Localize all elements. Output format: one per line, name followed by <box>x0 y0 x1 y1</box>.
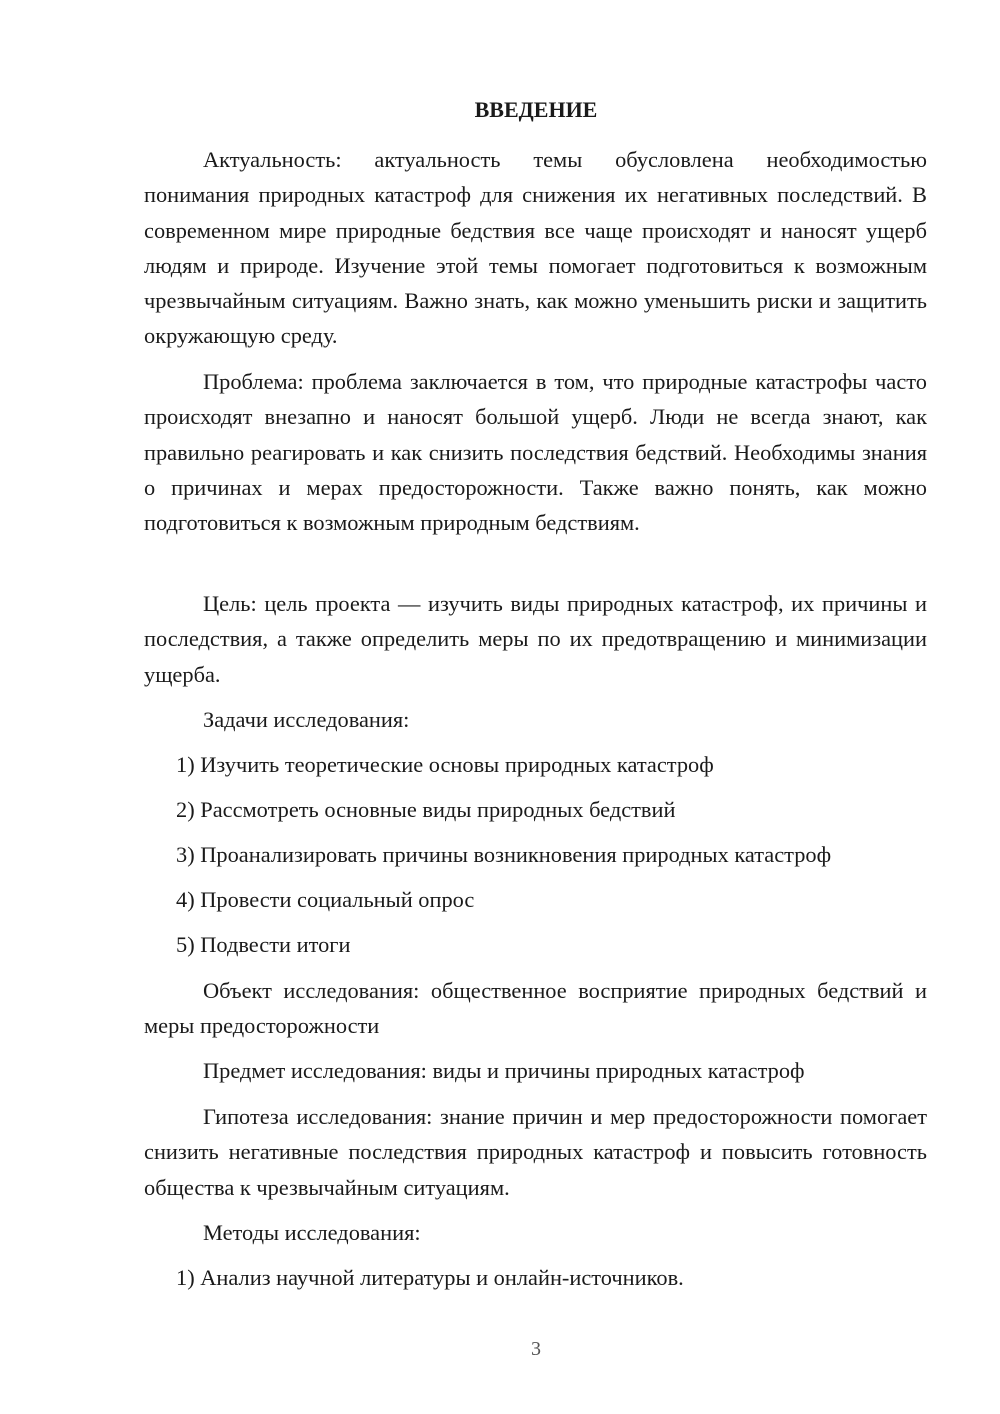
page-title: ВВЕДЕНИЕ <box>474 97 598 122</box>
list-item: 1) Изучить теоретические основы природных катастроф <box>176 752 714 777</box>
list-item: 4) Провести социальный опрос <box>176 887 475 912</box>
page-number: 3 <box>531 1338 541 1360</box>
paragraph-problem: Проблема: проблема заключается в том, что природные катастрофы часто происходят внезапно и наносят большой ущерб. Люди не всегда знают, как правильно реагировать и как снизить последствия бедствий. Необходимы знания о причинах и мерах предосторожности. Также важно понять, как можно подготовиться к возможным природным бедствиям. <box>144 369 927 536</box>
list-item: 1) Анализ научной литературы и онлайн-источников. <box>176 1265 684 1290</box>
paragraph-subject: Предмет исследования: виды и причины природных катастроф <box>203 1058 805 1083</box>
list-item: 3) Проанализировать причины возникновения природных катастроф <box>176 842 832 867</box>
paragraph-relevance: Актуальность: актуальность темы обусловлена необходимостью понимания природных катастроф для снижения их негативных последствий. В современном мире природные бедствия все чаще происходят и наносят ущерб людям и природе. Изучение этой темы помогает подготовиться к возможным чрезвычайным ситуациям. Важно знать, как можно уменьшить риски и защитить окружающую среду. <box>144 147 927 349</box>
paragraph-object: Объект исследования: общественное восприятие природных бедствий и меры предосторожности <box>144 978 927 1039</box>
paragraph-goal: Цель: цель проекта — изучить виды природных катастроф, их причины и последствия, а также определить меры по их предотвращению и минимизации ущерба. <box>144 591 927 687</box>
tasks-heading: Задачи исследования: <box>203 707 410 732</box>
methods-heading: Методы исследования: <box>203 1220 421 1245</box>
paragraph-hypothesis: Гипотеза исследования: знание причин и мер предосторожности помогает снизить негативные последствия природных катастроф и повысить готовность общества к чрезвычайным ситуациям. <box>144 1104 927 1200</box>
list-item: 5) Подвести итоги <box>176 932 351 957</box>
list-item: 2) Рассмотреть основные виды природных бедствий <box>176 797 676 822</box>
